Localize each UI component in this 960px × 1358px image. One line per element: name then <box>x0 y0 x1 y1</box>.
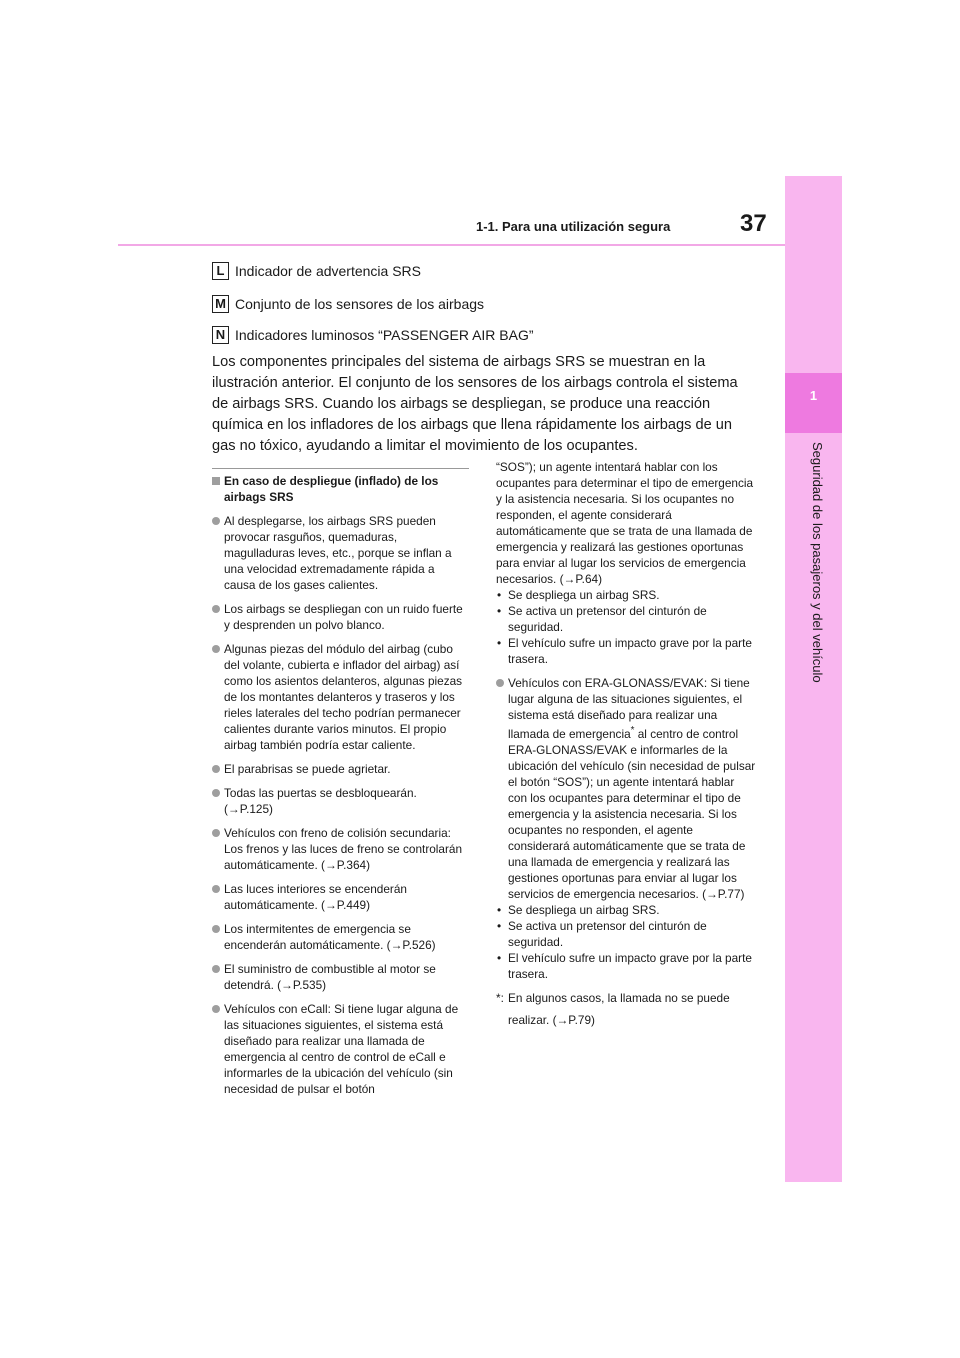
dash-list-item: • Se activa un pretensor del cinturón de seguridad. <box>496 918 756 950</box>
square-bullet-icon <box>212 477 220 485</box>
legend-letter: L <box>212 262 229 280</box>
footnote-text: realizar. (→P.79) <box>508 1012 595 1027</box>
legend-item-m <box>212 295 484 313</box>
right-column <box>496 459 756 1028</box>
list-item: Los airbags se despliegan con un ruido fuerte y desprenden un polvo blanco. <box>212 601 469 633</box>
list-item: Vehículos con eCall: Si tiene lugar alguna de las situaciones siguientes, el sistema está diseñado para realizar una llamada de emergencia al centro de control de eCall e informarles de la ubicación del vehículo (sin necesidad de pulsar el botón <box>212 1001 469 1097</box>
round-bullet-icon <box>212 645 220 653</box>
round-bullet-icon <box>212 829 220 837</box>
dash-list-item: • Se activa un pretensor del cinturón de seguridad. <box>496 603 756 635</box>
legend-text: Indicador de advertencia SRS <box>235 263 421 279</box>
section-divider <box>212 468 469 469</box>
header-divider <box>118 244 785 246</box>
chapter-title: Seguridad de los pasajeros y del vehículo <box>810 442 825 683</box>
legend-text: Conjunto de los sensores de los airbags <box>235 296 485 312</box>
section-title: 1-1. Para una utilización segura <box>476 219 671 234</box>
legend-letter: M <box>212 295 229 313</box>
list-item: Todas las puertas se desbloquearán. (→P.125) <box>212 785 469 817</box>
footnote-reference: * <box>630 725 635 736</box>
legend-item-n <box>212 326 534 344</box>
dash-list-item: • Se despliega un airbag SRS. <box>496 587 756 603</box>
list-item: El parabrisas se puede agrietar. <box>212 761 469 777</box>
list-item: Vehículos con ERA-GLONASS/EVAK: Si tiene lugar alguna de las situaciones siguientes, el sistema está diseñado para realizar una llamada de emergencia* al centro de control ERA-GLONASS/EVAK e informarles de la ubicación del vehículo (sin necesidad de pulsar el botón “SOS”); un agente intentará hablar con los ocupantes para determinar el tipo de emergencia y la asistencia necesaria. Si los ocupantes no responden, el agente considerará automáticamente que se trata de una llamada de emergencia y realizará las gestiones oportunas para enviar al lugar los servicios de emergencia necesarios. (→P.77) <box>496 675 756 902</box>
left-column <box>212 468 469 1105</box>
dash-list <box>496 902 756 982</box>
dash-list-item: • El vehículo sufre un impacto grave por la parte trasera. <box>496 635 756 667</box>
legend-letter: N <box>212 326 229 344</box>
chapter-number: 1 <box>809 388 818 403</box>
list-item: Los intermitentes de emergencia se encenderán automáticamente. (→P.526) <box>212 921 469 953</box>
list-item: Las luces interiores se encenderán automáticamente. (→P.449) <box>212 881 469 913</box>
dash-list-item: • Se despliega un airbag SRS. <box>496 902 756 918</box>
list-item: El suministro de combustible al motor se detendrá. (→P.535) <box>212 961 469 993</box>
round-bullet-icon <box>212 965 220 973</box>
side-tab-active-marker <box>785 373 842 433</box>
dash-list <box>496 587 756 667</box>
round-bullet-icon <box>212 765 220 773</box>
round-bullet-icon <box>212 517 220 525</box>
subsection-heading: En caso de despliegue (inflado) de los airbags SRS <box>212 473 469 505</box>
list-item: Algunas piezas del módulo del airbag (cubo del volante, cubierta e inflador del airbag) así como los asientos delanteros, algunas piezas de los montantes delanteros y traseros y los rieles laterales del techo podrían permanecer calientes durante varios minutos. El propio airbag también podría estar caliente. <box>212 641 469 753</box>
round-bullet-icon <box>212 605 220 613</box>
legend-text: Indicadores luminosos “PASSENGER AIR BAG” <box>235 327 534 343</box>
footnote-text: En algunos casos, la llamada no se puede <box>508 990 730 1005</box>
continued-text: “SOS”); un agente intentará hablar con los ocupantes para determinar el tipo de emergencia y la asistencia necesaria. Si los ocupantes no responden, el agente considerará automáticamente que se trata de una llamada de emergencia y realizará las gestiones oportunas para enviar al lugar los servicios de emergencia necesarios. (→P.64) <box>496 460 754 586</box>
footnote-mark: *: <box>496 990 504 1005</box>
dash-list-item: • El vehículo sufre un impacto grave por la parte trasera. <box>496 950 756 982</box>
page-number: 37 <box>740 210 767 237</box>
list-item: Vehículos con freno de colisión secundaria: Los frenos y las luces de freno se controlarán automáticamente. (→P.364) <box>212 825 469 873</box>
round-bullet-icon <box>212 789 220 797</box>
footnote <box>496 990 756 1028</box>
round-bullet-icon <box>212 1005 220 1013</box>
round-bullet-icon <box>212 925 220 933</box>
list-item: Al desplegarse, los airbags SRS pueden provocar rasguños, quemaduras, magulladuras leves, etc., porque se inflan a una velocidad extremadamente rápida a causa de los gases calientes. <box>212 513 469 593</box>
intro-paragraph: Los componentes principales del sistema de airbags SRS se muestran en la ilustración anterior. El conjunto de los sensores de los airbags controla el sistema de airbags SRS. Cuando los airbags se despliegan, se produce una reacción química en los infladores de los airbags que llena rápidamente los airbags de un gas no tóxico, ayudando a limitar el movimiento de los ocupantes. <box>212 354 738 454</box>
legend-item-l <box>212 262 421 280</box>
round-bullet-icon <box>212 885 220 893</box>
round-bullet-icon <box>496 679 504 687</box>
